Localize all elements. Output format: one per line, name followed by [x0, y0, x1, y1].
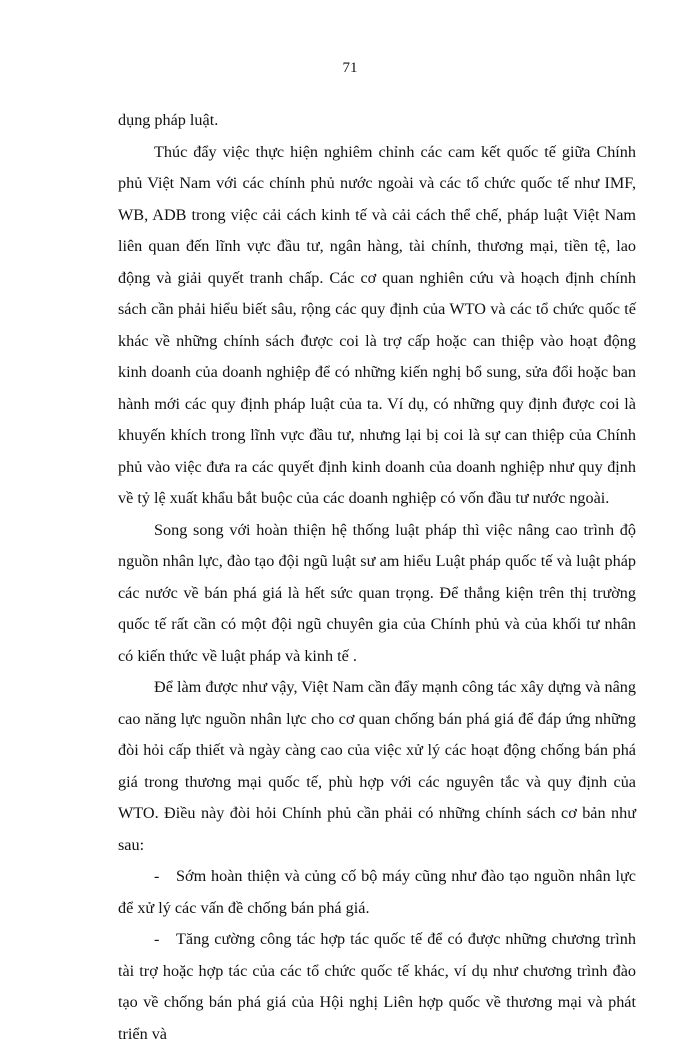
paragraph-capacity-building: Để làm được như vậy, Việt Nam cần đẩy mạnh công tác xây dựng và nâng cao năng lực nguồn nhân lực cho cơ quan chống bán phá giá để đáp ứng những đòi hỏi cấp thiết và ngày càng cao của việc xử lý các hoạt động chống bán phá giá trong thương mại quốc tế, phù hợp với các nguyên tắc và quy định của WTO. Điều này đòi hỏi Chính phủ cần phải có những chính sách cơ bản như sau: — [118, 678, 636, 854]
paragraph-continuation: dụng pháp luật. — [118, 111, 219, 129]
page-number: 71 — [342, 60, 358, 76]
paragraph-international-commitments: Thúc đẩy việc thực hiện nghiêm chỉnh các cam kết quốc tế giữa Chính phủ Việt Nam với các chính phủ nước ngoài và các tổ chức quốc tế như IMF, WB, ADB trong việc cải cách kinh tế và cải cách thể chế, pháp luật Việt Nam liên quan đến lĩnh vực đầu tư, ngân hàng, tài chính, thương mại, tiền tệ, lao động và giải quyết tranh chấp. Các cơ quan nghiên cứu và hoạch định chính sách cần phải hiểu biết sâu, rộng các quy định của WTO và các tổ chức quốc tế khác về những chính sách được coi là trợ cấp hoặc can thiệp vào hoạt động kinh doanh của doanh nghiệp để có những kiến nghị bổ sung, sửa đổi hoặc ban hành mới các quy định pháp luật của ta. Ví dụ, có những quy định được coi là khuyến khích trong lĩnh vực đầu tư, nhưng lại bị coi là sự can thiệp của Chính phủ vào việc đưa ra các quyết định kinh doanh của doanh nghiệp như quy định về tỷ lệ xuất khẩu bắt buộc của các doanh nghiệp có vốn đầu tư nước ngoài. — [118, 142, 636, 507]
list-item-text: Sớm hoàn thiện và củng cố bộ máy cũng như đào tạo nguồn nhân lực để xử lý các vấn đề chống bán phá giá. — [118, 867, 636, 917]
list-item — [118, 924, 636, 1050]
paragraph-human-resources: Song song với hoàn thiện hệ thống luật pháp thì việc nâng cao trình độ nguồn nhân lực, đào tạo đội ngũ luật sư am hiểu Luật pháp quốc tế và luật pháp các nước về bán phá giá là hết sức quan trọng. Để thắng kiện trên thị trường quốc tế rất cần có một đội ngũ chuyên gia của Chính phủ và của khối tư nhân có kiến thức về luật pháp và kinh tế . — [118, 520, 636, 665]
bullet-mark: - — [154, 930, 160, 948]
document-body — [118, 105, 636, 1050]
list-item-text: Tăng cường công tác hợp tác quốc tế để có được những chương trình tài trợ hoặc hợp tác của các tổ chức quốc tế khác, ví dụ như chương trình đào tạo về chống bán phá giá của Hội nghị Liên hợp quốc về thương mại và phát triển và — [118, 930, 636, 1043]
bullet-mark: - — [154, 867, 160, 885]
list-item — [118, 861, 636, 924]
